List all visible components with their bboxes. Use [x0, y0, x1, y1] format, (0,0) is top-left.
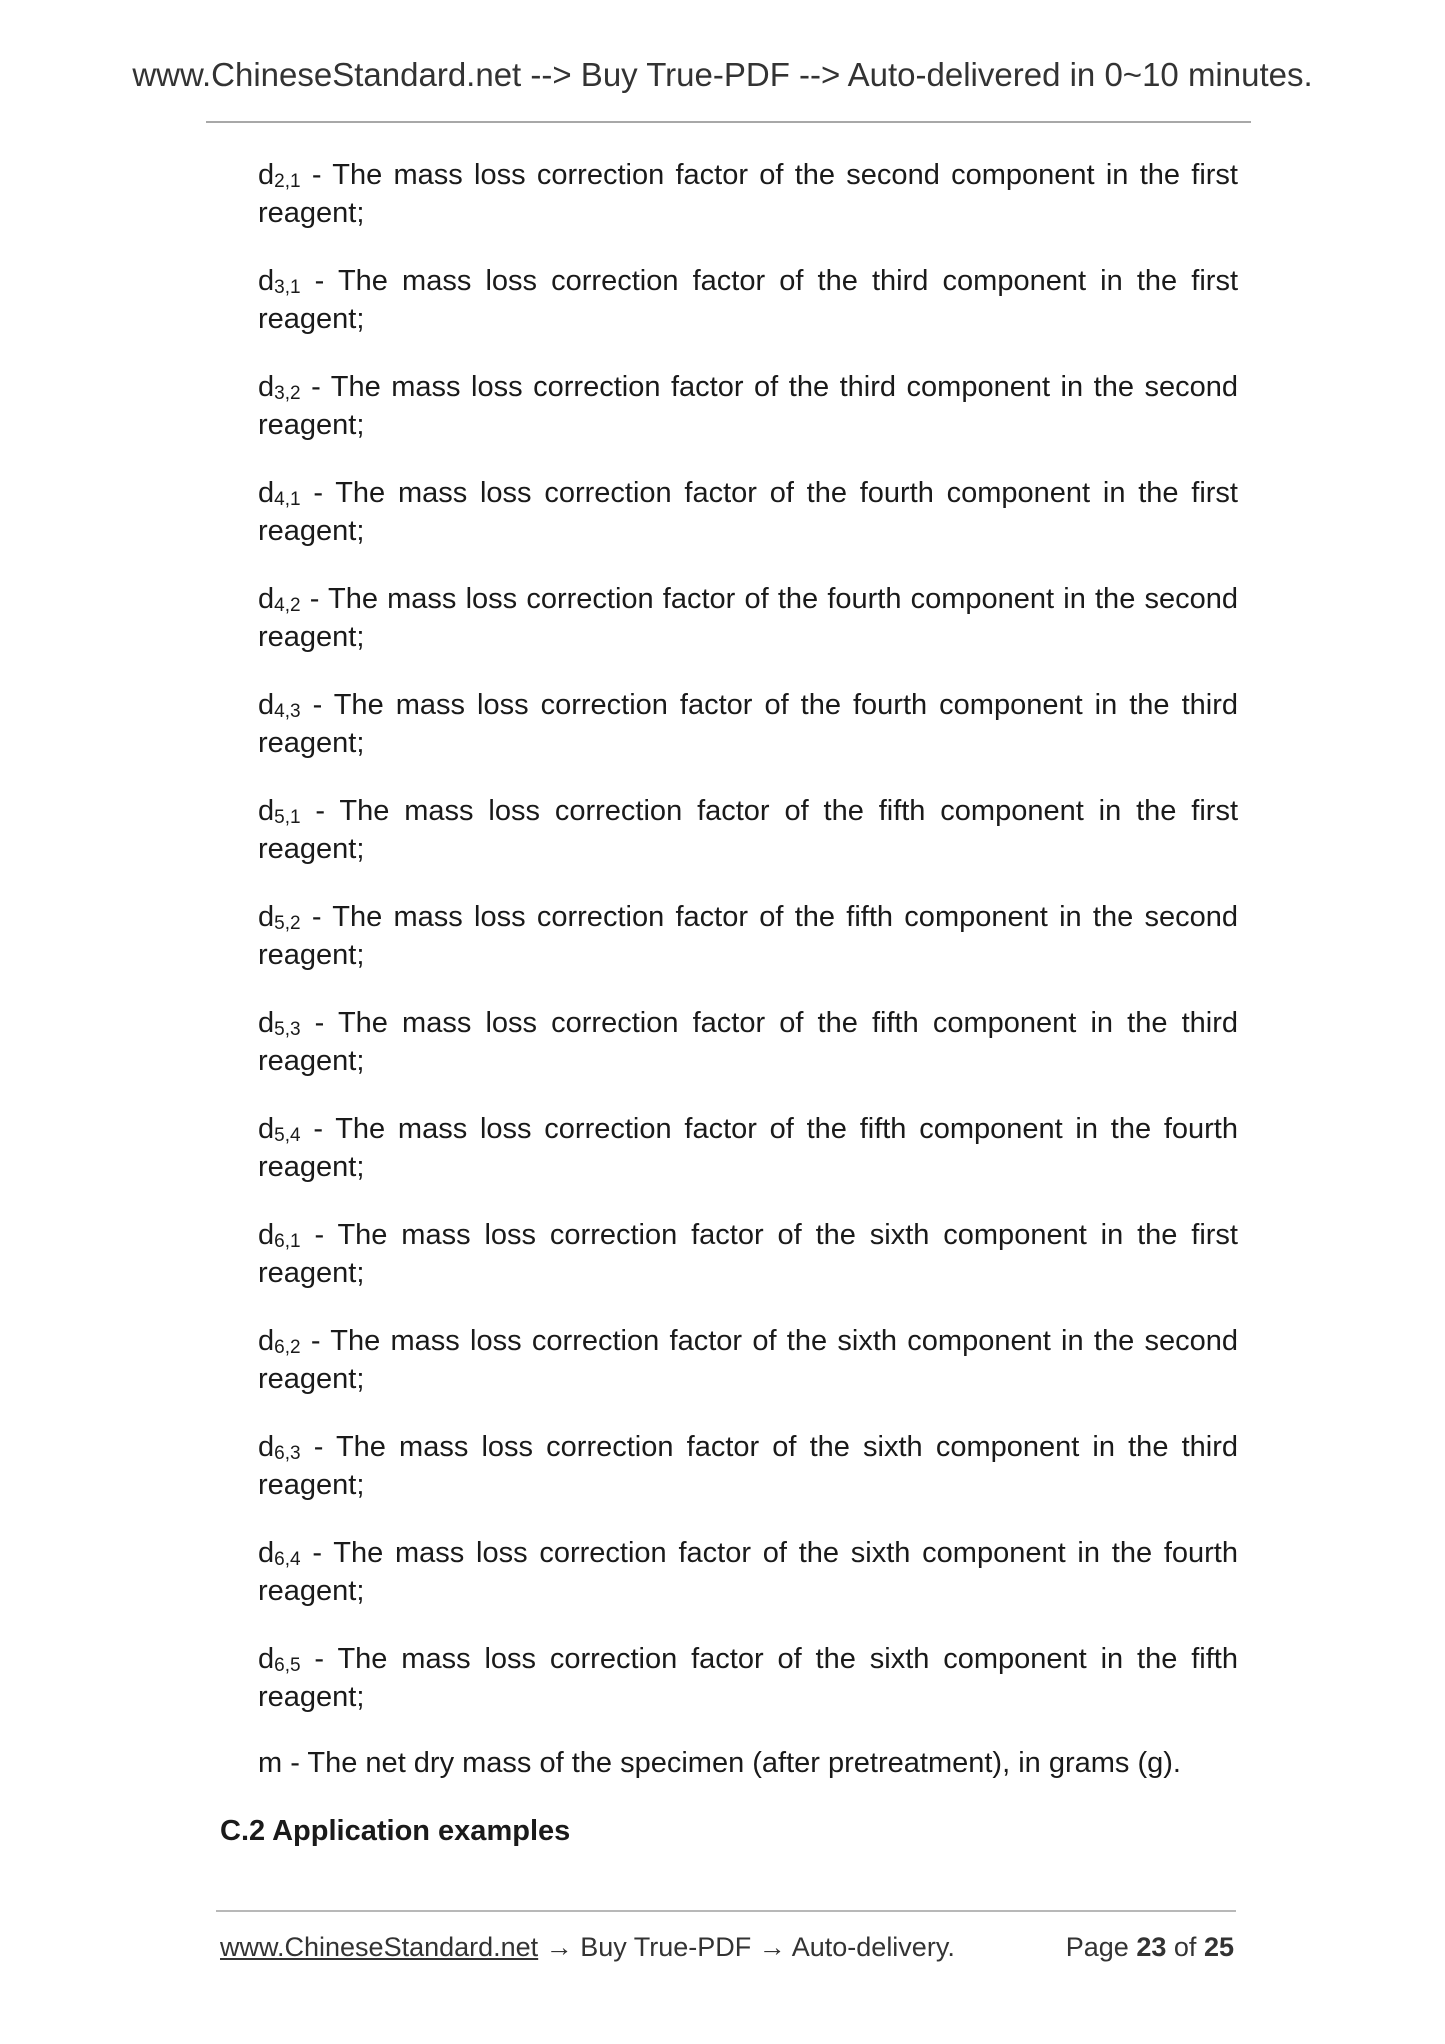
- footer-divider: [216, 1910, 1236, 1912]
- definition-item: $d_{4,2}$ - The mass loss correction factor of the fourth component in the second reagent;: [258, 583, 1238, 653]
- definition-item: $d_{2,1}$ - The mass loss correction factor of the second component in the first reagent;: [258, 159, 1238, 229]
- definitions-list: [258, 156, 1238, 1746]
- definition-item: $d_{5,1}$ - The mass loss correction factor of the fifth component in the first reagent;: [258, 795, 1238, 865]
- page-indicator: Page 23 of 25: [1065, 1932, 1234, 1962]
- footer-site: [220, 1932, 955, 1963]
- header-divider: [206, 121, 1251, 123]
- mass-definition: m - The net dry mass of the specimen (after pretreatment), in grams (g).: [258, 1747, 1181, 1779]
- definition-item: $d_{5,4}$ - The mass loss correction factor of the fifth component in the fourth reagent;: [258, 1113, 1238, 1183]
- total-pages: 25: [1203, 1932, 1234, 1962]
- page-number: 23: [1136, 1932, 1167, 1962]
- definition-item: $d_{6,2}$ - The mass loss correction factor of the sixth component in the second reagent;: [258, 1325, 1238, 1395]
- definition-item: $d_{5,2}$ - The mass loss correction factor of the fifth component in the second reagent;: [258, 901, 1238, 971]
- footer-site-link[interactable]: www.ChineseStandard.net: [220, 1932, 539, 1962]
- definition-item: $d_{4,1}$ - The mass loss correction factor of the fourth component in the first reagent;: [258, 477, 1238, 547]
- footer-suffix: → Buy True-PDF → Auto-delivery.: [538, 1932, 955, 1962]
- definition-item: $d_{6,1}$ - The mass loss correction factor of the sixth component in the first reagent;: [258, 1219, 1238, 1289]
- definition-item: $d_{3,2}$ - The mass loss correction factor of the third component in the second reagent;: [258, 371, 1238, 441]
- section-heading: C.2 Application examples: [220, 1815, 571, 1847]
- definition-item: $d_{6,4}$ - The mass loss correction factor of the sixth component in the fourth reagent;: [258, 1537, 1238, 1607]
- header-banner: www.ChineseStandard.net --> Buy True-PDF --> Auto-delivered in 0~10 minutes.: [132, 56, 1313, 93]
- definition-item: $d_{3,1}$ - The mass loss correction factor of the third component in the first reagent;: [258, 265, 1238, 335]
- definition-item: $d_{6,3}$ - The mass loss correction factor of the sixth component in the third reagent;: [258, 1431, 1238, 1501]
- definition-item: $d_{6,5}$ - The mass loss correction factor of the sixth component in the fifth reagent;: [258, 1643, 1238, 1713]
- definition-item: $d_{4,3}$ - The mass loss correction factor of the fourth component in the third reagent;: [258, 689, 1238, 759]
- definition-item: $d_{5,3}$ - The mass loss correction factor of the fifth component in the third reagent;: [258, 1007, 1238, 1077]
